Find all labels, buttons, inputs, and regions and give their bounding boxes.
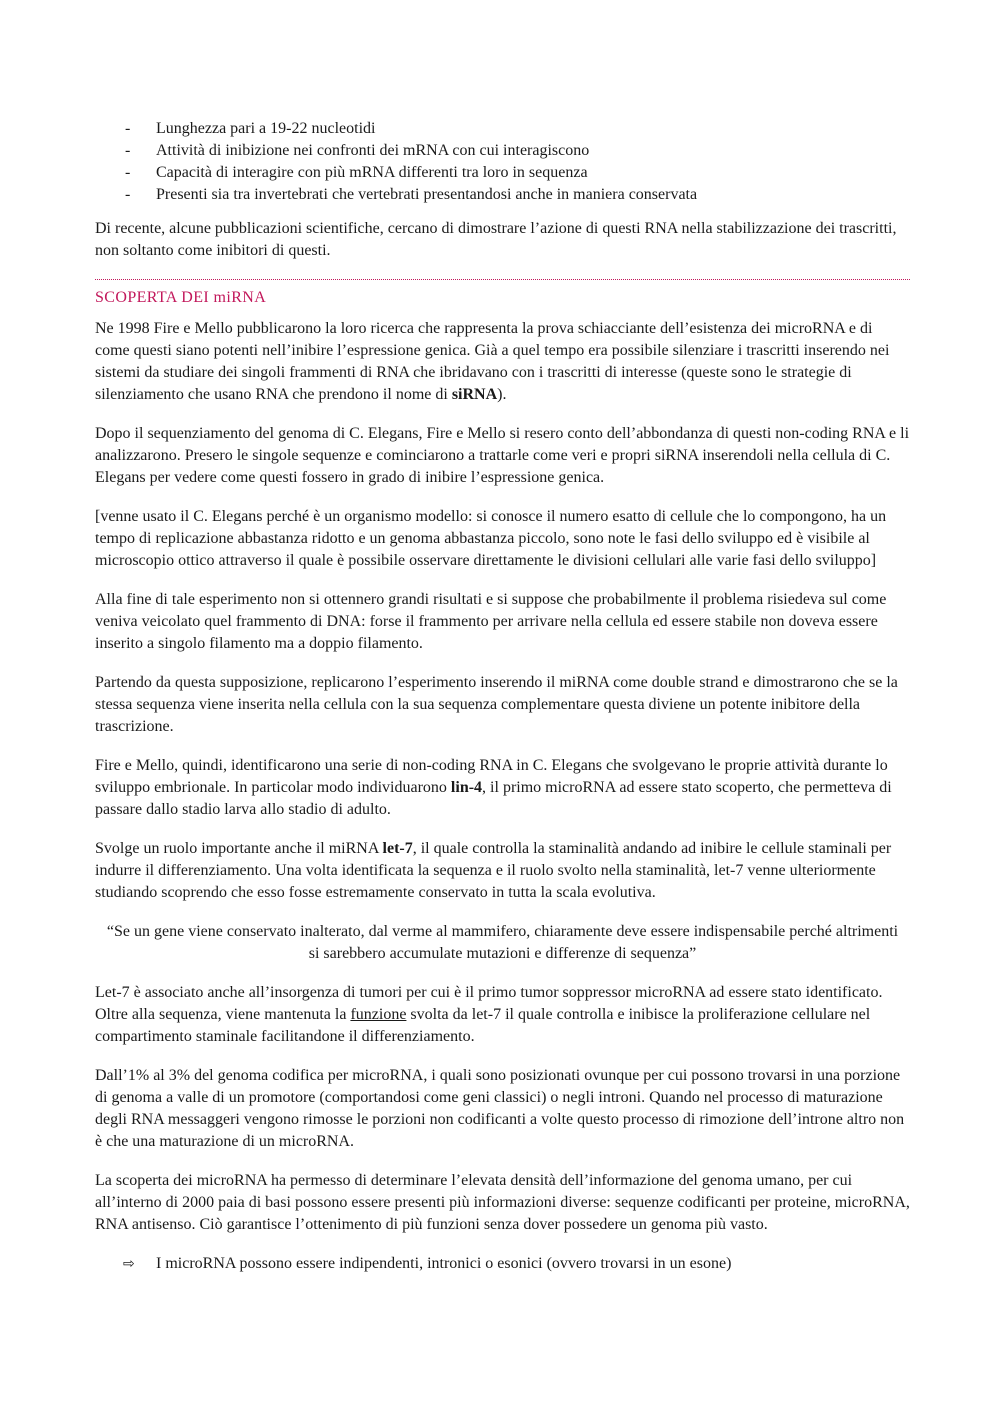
paragraph-genome-percentage: Dall’1% al 3% del genoma codifica per microRNA, i quali sono posizionati ovunque per cui possono trovarsi in una porzione di genoma a valle di un promotore (comportandosi come geni classici) o negli introni. Quando nel processo di maturazione degli RNA messaggeri vengono rimosse le porzioni non codificanti a volte questo processo di rimozione dell’introne altro non è che una maturazione di un microRNA. — [95, 1067, 905, 1150]
paragraph-double-strand: Partendo da questa supposizione, replicarono l’esperimento inserendo il miRNA come double strand e dimostrarono che se la stessa sequenza viene inserita nella cellula con la sua sequenza complementare questa diviene un potente inibitore della trascrizione. — [95, 674, 898, 735]
paragraph-model-organism: [venne usato il C. Elegans perché è un organismo modello: si conosce il numero esatto di cellule che lo compongono, ha un tempo di replicazione abbastanza ridotto e un genoma abbastanza piccolo, sono note le fasi dello sviluppo ed è visibile al microscopio ottico attraverso il quale è possibile osservare direttamente le divisioni cellulari alle varie fasi dello sviluppo] — [95, 508, 887, 569]
feature-list — [95, 118, 910, 206]
dash-bullet: - — [125, 120, 131, 137]
dash-bullet: - — [125, 186, 131, 203]
list-item — [95, 184, 910, 206]
paragraph-text: , il primo microRNA ad essere stato scoperto, che permetteva di passare dallo stadio larva allo stadio di adulto. — [95, 779, 892, 818]
paragraph-text: ). — [497, 386, 507, 403]
paragraph-text: Ne 1998 Fire e Mello pubblicarono la loro ricerca che rappresenta la prova schiacciante dell’esistenza dei microRNA e di come questi siano potenti nell’inibire l’espressione genica. Già a quel tempo era possibile silenziare i trascritti inserendo nei sistemi da studiare dei singoli frammenti di RNA che ibridavano con i trascritti di interesse (queste sono le strategie di silenziamento che usano RNA che prendono il nome di — [95, 320, 890, 403]
paragraph-information-density: La scoperta dei microRNA ha permesso di determinare l’elevata densità dell’informazione del genoma umano, per cui all’interno di 2000 paia di basi possono essere presenti più informazioni diverse: sequenze codificanti per proteine, microRNA, RNA antisenso. Ciò garantisce l’ottenimento di più funzioni senza dover possedere un genoma più vasto. — [95, 1172, 910, 1233]
list-item-text: Lunghezza pari a 19-22 nucleotidi — [156, 120, 376, 137]
list-item — [95, 162, 910, 184]
term-sirna: siRNA — [451, 386, 498, 403]
term-let7: let-7 — [382, 840, 413, 857]
section-divider — [95, 279, 910, 280]
section-heading: SCOPERTA DEI miRNA — [95, 289, 267, 306]
paragraph-text: Fire e Mello, quindi, identificarono una serie di non-coding RNA in C. Elegans che svolgevano le proprie attività durante lo sviluppo embrionale. In particolar modo individuarono — [95, 757, 888, 796]
list-item — [95, 140, 910, 162]
paragraph-experiment: Alla fine di tale esperimento non si ottennero grandi risultati e si suppose che probabilmente il problema risiedeva sul come veniva veicolato quel frammento di DNA: forse il frammento per arrivare nella cellula ed essere stabile non doveva essere inserito a singolo filamento ma a doppio filamento. — [95, 591, 887, 652]
paragraph-text: svolta da let-7 il quale controlla e inibisce la proliferazione cellulare nel compartimento staminale facilitandone il differenziamento. — [95, 1006, 871, 1045]
paragraph-tumor-suppressor — [95, 982, 910, 1048]
list-item-text: Presenti sia tra invertebrati che vertebrati presentandosi anche in maniera conservata — [156, 186, 698, 203]
underlined-term: funzione — [350, 1006, 407, 1023]
intro-paragraph: Di recente, alcune pubblicazioni scientifiche, cercano di dimostrare l’azione di questi RNA nella stabilizzazione dei trascritti, non soltanto come inibitori di questi. — [95, 220, 897, 259]
arrow-list-item — [95, 1253, 910, 1275]
paragraph-text: Svolge un ruolo importante anche il miRNA — [95, 840, 383, 857]
term-lin4: lin-4 — [450, 779, 483, 796]
dash-bullet: - — [125, 164, 131, 181]
list-item-text: I microRNA possono essere indipendenti, intronici o esonici (ovvero trovarsi in un esone) — [156, 1255, 732, 1272]
list-item-text: Capacità di interagire con più mRNA differenti tra loro in sequenza — [156, 164, 588, 181]
document-page — [95, 118, 910, 1275]
list-item-text: Attività di inibizione nei confronti dei mRNA con cui interagiscono — [156, 142, 590, 159]
list-item — [95, 118, 910, 140]
dash-bullet: - — [125, 142, 131, 159]
paragraph-lin4 — [95, 755, 910, 821]
paragraph-let7 — [95, 838, 910, 904]
right-arrow-icon: ⇨ — [123, 1256, 135, 1272]
paragraph-sequencing: Dopo il sequenziamento del genoma di C. Elegans, Fire e Mello si resero conto dell’abbondanza di questi non-coding RNA e li analizzarono. Presero le singole sequenze e cominciarono a trattarle come veri e propri siRNA inserendoli nella cellula di C. Elegans per vedere come questi fossero in grado di inibire l’espressione genica. — [95, 425, 910, 486]
paragraph-text: Let-7 è associato anche all’insorgenza di tumori per cui è il primo tumor soppressor microRNA ad essere stato identificato. Oltre alla sequenza, viene mantenuta la — [95, 984, 883, 1023]
paragraph-text: , il quale controlla la staminalità andando ad inibire le cellule staminali per indurre il differenziamento. Una volta identificata la sequenza e il ruolo svolto nella staminalità, let-7 venne ulteriormente studiando scoprendo che esso fosse estremamente conservato in tutta la scala evolutiva. — [95, 840, 892, 901]
paragraph-fire-mello — [95, 318, 910, 406]
block-quote: “Se un gene viene conservato inalterato, dal verme al mammifero, chiaramente deve essere indispensabile perché altrimenti si sarebbero accumulate mutazioni e differenze di sequenza” — [106, 923, 899, 962]
arrow-list — [95, 1253, 910, 1275]
